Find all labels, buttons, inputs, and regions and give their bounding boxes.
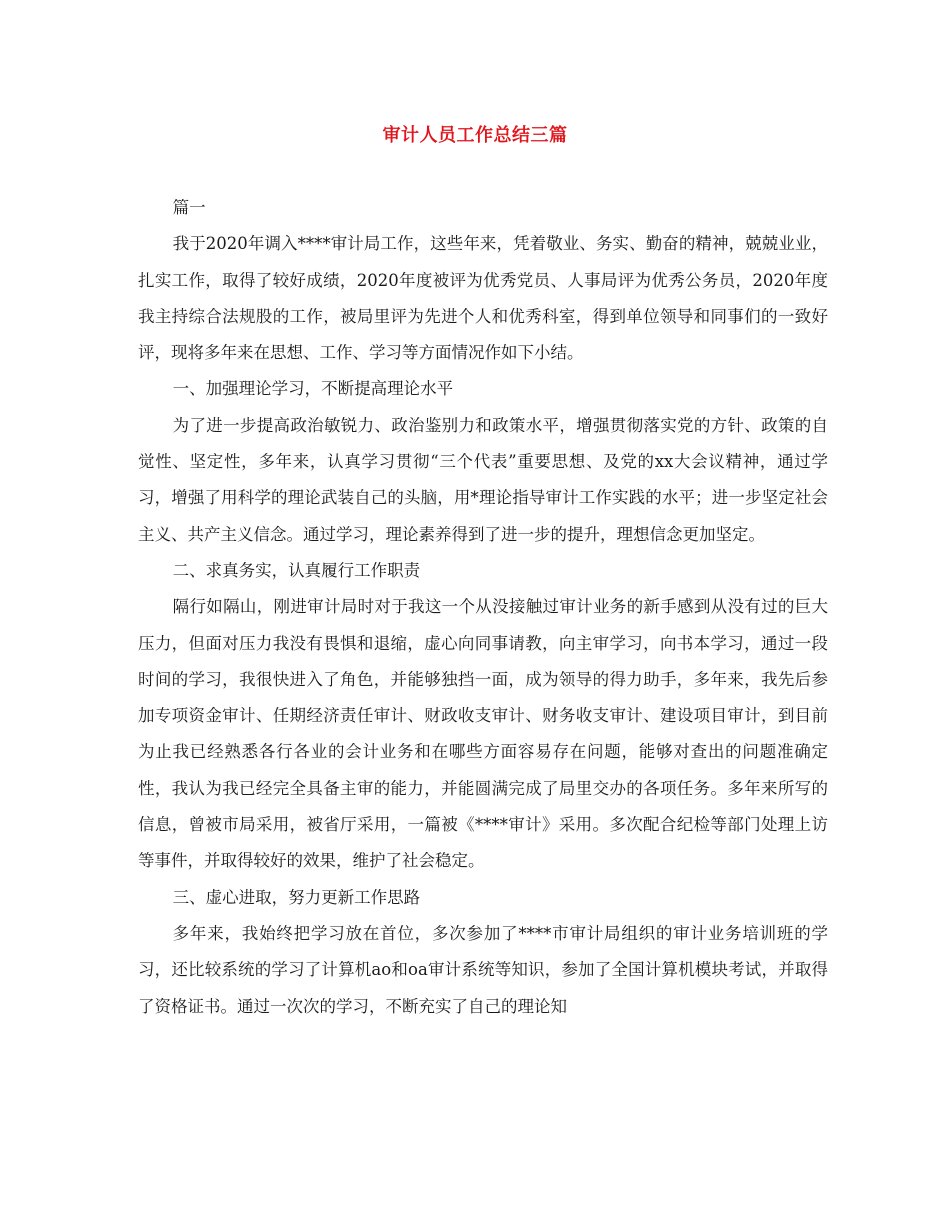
section-heading-3: 三、虚心进取，努力更新工作思路 — [172, 887, 421, 907]
section-heading-2: 二、求真务实，认真履行工作职责 — [172, 560, 421, 580]
part-label: 篇一 — [172, 198, 206, 217]
paragraph-section-2: 隔行如隔山，刚进审计局时对于我这一个从没接触过审计业务的新手感到从没有过的巨大压力，但面对压力我没有畏惧和退缩，虚心向同事请教，向主审学习，向书本学习，通过一段时间的学习，我很快进入了角色，并能够独挡一面，成为领导的得力助手，多年来，我先后参加专项资金审计、任期经济责任审计、财政收支审计、财务收支审计、建设项目审计，到目前为止我已经熟悉各行各业的会计业务和在哪些方面容易存在问题，能够对查出的问题准确定性，我认为我已经完全具备主审的能力，并能圆满完成了局里交办的各项任务。多年来所写的信息，曾被市局采用，被省厅采用，一篇被《****审计》采用。多次配合纪检等部门处理上访等事件，并取得较好的效果，维护了社会稳定。 — [138, 597, 828, 871]
document-body — [138, 190, 828, 1025]
paragraph-intro: 我于2020年调入****审计局工作，这些年来，凭着敬业、务实、勤奋的精神，兢兢业业，扎实工作，取得了较好成绩，2020年度被评为优秀党员、人事局评为优秀公务员，2020年度我主持综合法规股的工作，被局里评为先进个人和优秀科室，得到单位领导和同事们的一致好评，现将多年来在思想、工作、学习等方面情况作如下小结。 — [138, 234, 828, 363]
paragraph-section-1: 为了进一步提高政治敏锐力、政治鉴别力和政策水平，增强贯彻落实党的方针、政策的自觉性、坚定性，多年来，认真学习贯彻“三个代表”重要思想、及党的xx大会议精神，通过学习，增强了用科学的理论武装自己的头脑，用*理论指导审计工作实践的水平；进一步坚定社会主义、共产主义信念。通过学习，理论素养得到了进一步的提升，理想信念更加坚定。 — [138, 415, 828, 544]
section-heading-1: 一、加强理论学习，不断提高理论水平 — [172, 379, 454, 399]
document-title: 审计人员工作总结三篇 — [382, 125, 568, 146]
paragraph-section-3: 多年来，我始终把学习放在首位，多次参加了****市审计局组织的审计业务培训班的学习，还比较系统的学习了计算机ao和oa审计系统等知识，参加了全国计算机模块考试，并取得了资格证书。通过一次次的学习，不断充实了自己的理论知 — [138, 923, 828, 1016]
